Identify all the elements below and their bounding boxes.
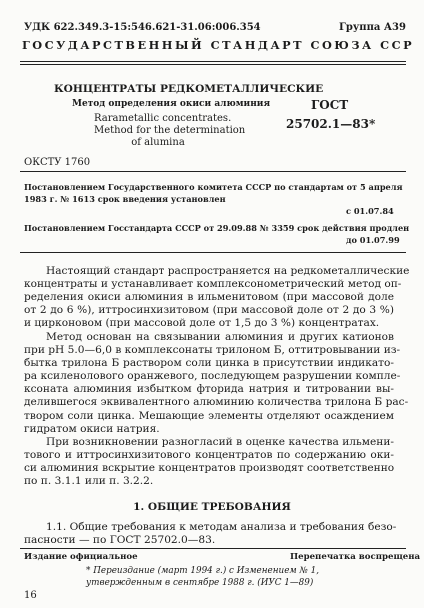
text-line: ределения окиси алюминия в ильменитовом (при массовой доле [24,291,394,304]
text-line: по п. 3.1.1 или п. 3.2.2. [24,475,154,488]
gost-label: ГОСТ [311,98,349,112]
text-line: Настоящий стандарт распространяется на редкометаллические [46,265,410,277]
header-divider-top [20,61,406,62]
reissue-note-line: утвержденным в сентябре 1988 г. (ИУС 1—89) [86,578,314,588]
official-edition-note: Издание официальное [24,552,138,562]
method-paragraph [24,331,409,436]
reissue-note-line: * Переиздание (март 1994 г.) с Изменением № 1, [86,566,320,576]
text-line: тового и иттросинхизитового концентратов по содержанию оки- [24,449,394,462]
decree-2-date: до 01.07.99 [346,235,400,245]
decree-1-date: с 01.07.84 [346,206,394,216]
text-line: гидратом окиси натрия. [24,422,160,435]
intro-paragraph [24,265,410,330]
title-main: КОНЦЕНТРАТЫ РЕДКОМЕТАЛЛИЧЕСКИЕ [54,83,324,95]
udk-code: УДК 622.349.3-15:546.621-31.06:006.354 [24,22,261,33]
text-line: При возникновении разногласий в оценке качества ильмени- [46,436,394,448]
section-heading: 1. ОБЩИЕ ТРЕБОВАНИЯ [133,501,291,513]
text-line: пасности — по ГОСТ 25702.0—83. [24,534,216,547]
title-english-line: Rarametallic concentrates. [94,113,232,124]
decree-2: Постановлением Госстандарта СССР от 29.09.88 № 3359 срок действия продлен [24,223,410,233]
text-line: концентраты и устанавливает комплексонометрический метод оп- [24,278,402,291]
text-line: Метод основан на связывании алюминия и других катионов [46,331,394,343]
text-line: твором соли цинка. Мешающие элементы отделяют осаждением [24,409,394,422]
page-number: 16 [24,590,37,601]
title-english-line: Method for the determination [94,125,246,136]
decree-1 [24,182,403,205]
general-requirements-paragraph [24,521,397,547]
decree-1-line: Постановлением Государственного комитета СССР по стандартам от 5 апреля [24,182,403,192]
okstu-code: ОКСТУ 1760 [24,157,91,168]
text-line: ксоната алюминия избытком фторида натрия и титровании вы- [24,383,394,396]
group-code: Группа А39 [339,22,406,33]
header-divider-bottom [20,64,406,65]
gost-number: 25702.1—83* [286,117,376,131]
title-subtitle: Метод определения окиси алюминия [72,99,271,109]
footer-divider [20,548,406,549]
text-line: при pH 5.0—6,0 в комплексонаты трилоном Б, оттитровывании из- [24,344,401,357]
text-line: си алюминия вскрытие концентратов производят соответственно [24,462,395,475]
decree-divider [20,252,406,253]
state-standard-banner: ГОСУДАРСТВЕННЫЙ СТАНДАРТ СОЮЗА ССР [22,38,415,52]
text-line: и цирконовом (при массовой доле от 1,5 до 3 %) концентратах. [24,317,380,330]
title-english-line: of alumina [131,137,185,148]
okstu-divider [20,171,406,172]
text-line: от 2 до 6 %), иттросинхизитовом (при массовой доле от 2 до 3 %) [24,304,394,317]
text-line: бытка трилона Б раствором соли цинка в присутствии индикато- [24,357,394,370]
text-line: делившегося эквивалентного алюминию количества трилона Б рас- [24,396,409,409]
dispute-paragraph [24,436,394,488]
reprint-prohibited-note: Перепечатка воспрещена [290,552,421,562]
text-line: ра ксиленолового оранжевого, последующем разрушении компле- [24,370,401,383]
reissue-note [86,565,319,589]
decree-1-line: 1983 г. № 1613 срок введения установлен [24,193,226,204]
text-line: 1.1. Общие требования к методам анализа и требования безо- [46,521,397,533]
title-english [94,113,246,149]
